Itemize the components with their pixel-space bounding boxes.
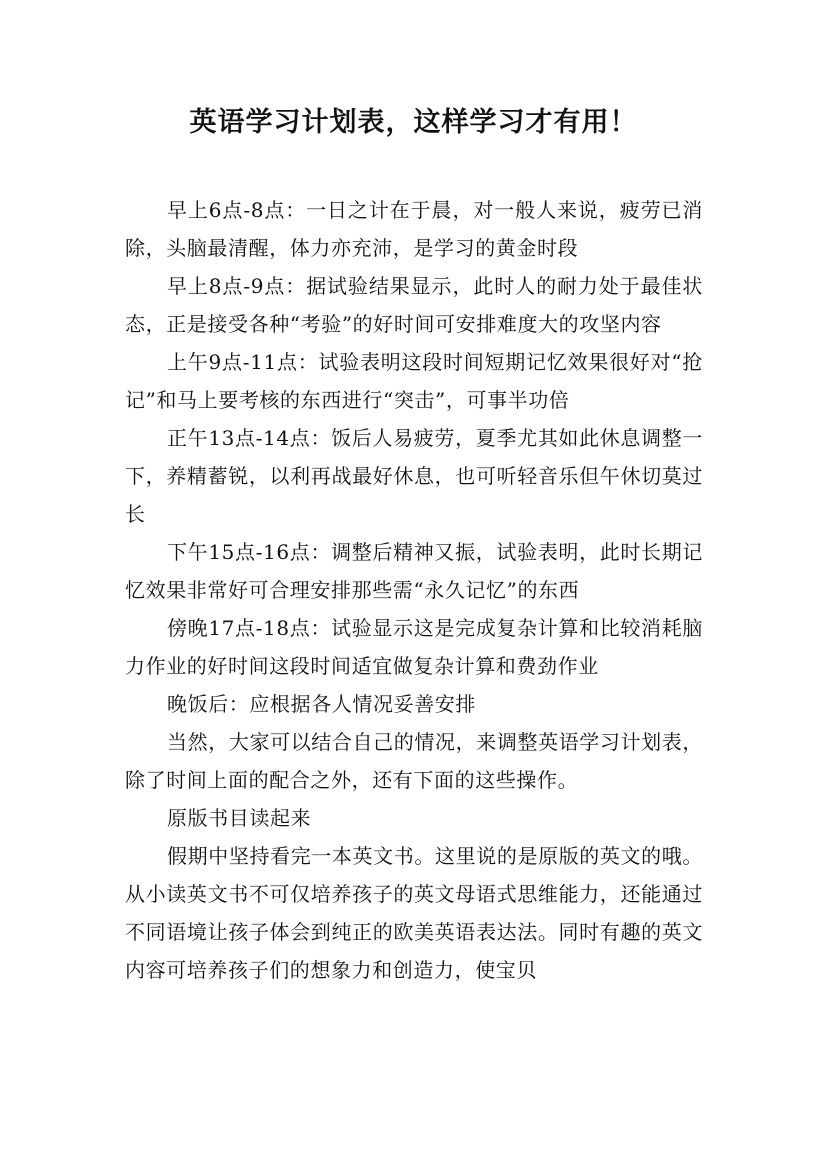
paragraph-adjust-plan: 当然，大家可以结合自己的情况，来调整英语学习计划表，除了时间上面的配合之外，还有下面的这些操作。 bbox=[125, 730, 703, 792]
paragraph-after-dinner: 晚饭后：应根据各人情况妥善安排 bbox=[167, 692, 476, 716]
paragraph-schedule-9-11: 上午9点-11点：试验表明这段时间短期记忆效果很好对“抢记”和马上要考核的东西进行“突击”，可事半功倍 bbox=[125, 350, 703, 412]
paragraph-schedule-15-16: 下午15点-16点：调整后精神又振，试验表明，此时长期记忆效果非常好可合理安排那些需“永久记忆”的东西 bbox=[125, 540, 703, 602]
paragraph-schedule-8-9: 早上8点-9点：据试验结果显示，此时人的耐力处于最佳状态，正是接受各种“考验”的好时间可安排难度大的攻坚内容 bbox=[125, 274, 703, 336]
paragraph-schedule-17-18: 傍晚17点-18点：试验显示这是完成复杂计算和比较消耗脑力作业的好时间这段时间适宜做复杂计算和费劲作业 bbox=[125, 616, 703, 678]
paragraph-schedule-13-14: 正午13点-14点：饭后人易疲劳，夏季尤其如此休息调整一下，养精蓄锐，以利再战最好休息，也可听轻音乐但午休切莫过长 bbox=[125, 426, 703, 526]
paragraph-original-books-heading: 原版书目读起来 bbox=[167, 806, 312, 830]
document-body bbox=[125, 191, 703, 989]
paragraph-original-books-body: 假期中坚持看完一本英文书。这里说的是原版的英文的哦。从小读英文书不可仅培养孩子的英文母语式思维能力，还能通过不同语境让孩子体会到纯正的欧美英语表达法。同时有趣的英文内容可培养孩子们的想象力和创造力，使宝贝 bbox=[125, 844, 703, 982]
paragraph-schedule-6-8: 早上6点-8点：一日之计在于晨，对一般人来说，疲劳已消除，头脑最清醒，体力亦充沛，是学习的黄金时段 bbox=[125, 198, 703, 260]
document-title: 英语学习计划表，这样学习才有用！ bbox=[189, 107, 638, 138]
